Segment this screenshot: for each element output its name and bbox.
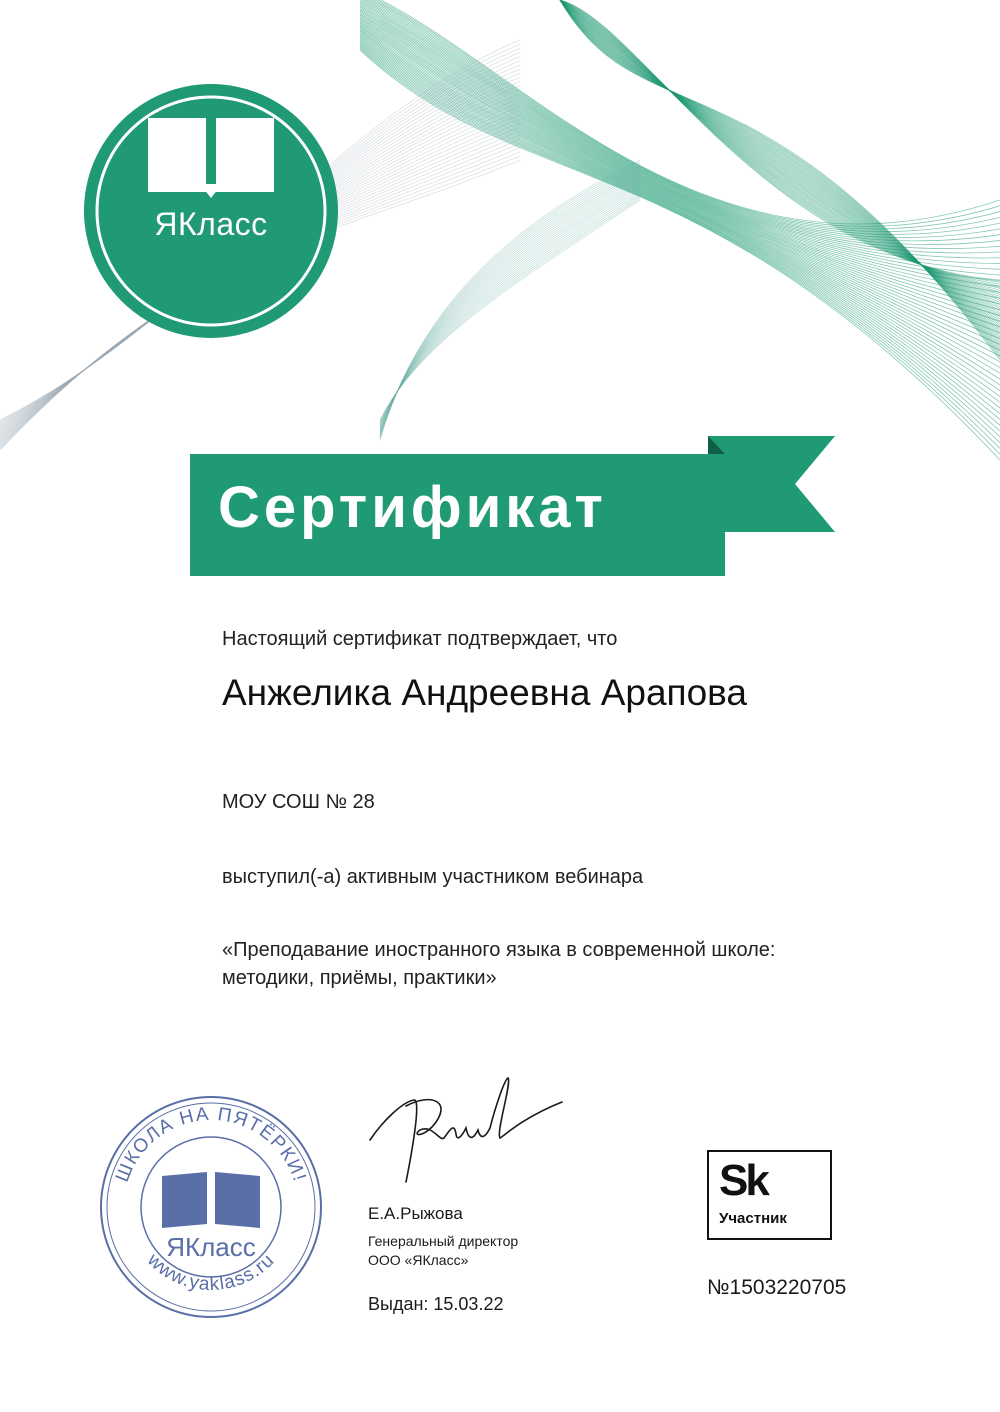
- signatory-role-line-1: Генеральный директор: [368, 1233, 519, 1249]
- school-stamp: [96, 1092, 326, 1322]
- webinar-topic-line-2: методики, приёмы, практики»: [222, 967, 497, 989]
- recipient-name: Анжелика Андреевна Арапова: [222, 672, 747, 713]
- logo-wordmark: ЯКласс: [154, 206, 268, 242]
- director-signature: [362, 1072, 582, 1192]
- participation-text: выступил(-а) активным участником вебинара: [222, 866, 644, 888]
- certificate-number: №1503220705: [707, 1276, 847, 1299]
- svg-text:www.yaklass.ru: www.yaklass.ru: [143, 1249, 279, 1296]
- signatory-name: Е.А.Рыжова: [368, 1204, 463, 1223]
- intro-text: Настоящий сертификат подтверждает, что: [222, 628, 618, 650]
- sk-logo: Sk: [719, 1156, 767, 1205]
- svg-text:ШКОЛА НА ПЯТЁРКИ!: ШКОЛА НА ПЯТЁРКИ!: [111, 1103, 311, 1185]
- signatory-role: [368, 1232, 518, 1270]
- sk-label: Участник: [719, 1210, 787, 1227]
- school-name: МОУ СОШ № 28: [222, 791, 375, 813]
- signatory-role-line-2: ООО «ЯКласс»: [368, 1252, 469, 1268]
- skolkovo-badge: [707, 1150, 832, 1240]
- open-book-icon: [162, 1172, 260, 1228]
- issue-date: Выдан: 15.03.22: [368, 1294, 504, 1314]
- certificate-title: Сертификат: [218, 475, 607, 540]
- certificate-ribbon: [190, 436, 835, 576]
- svg-text:ЯКласс: ЯКласс: [166, 1232, 256, 1262]
- webinar-topic: [222, 936, 902, 992]
- webinar-topic-line-1: «Преподавание иностранного языка в современной школе:: [222, 939, 776, 961]
- yaklass-logo: [82, 82, 340, 340]
- stamp-seal: [96, 1092, 326, 1322]
